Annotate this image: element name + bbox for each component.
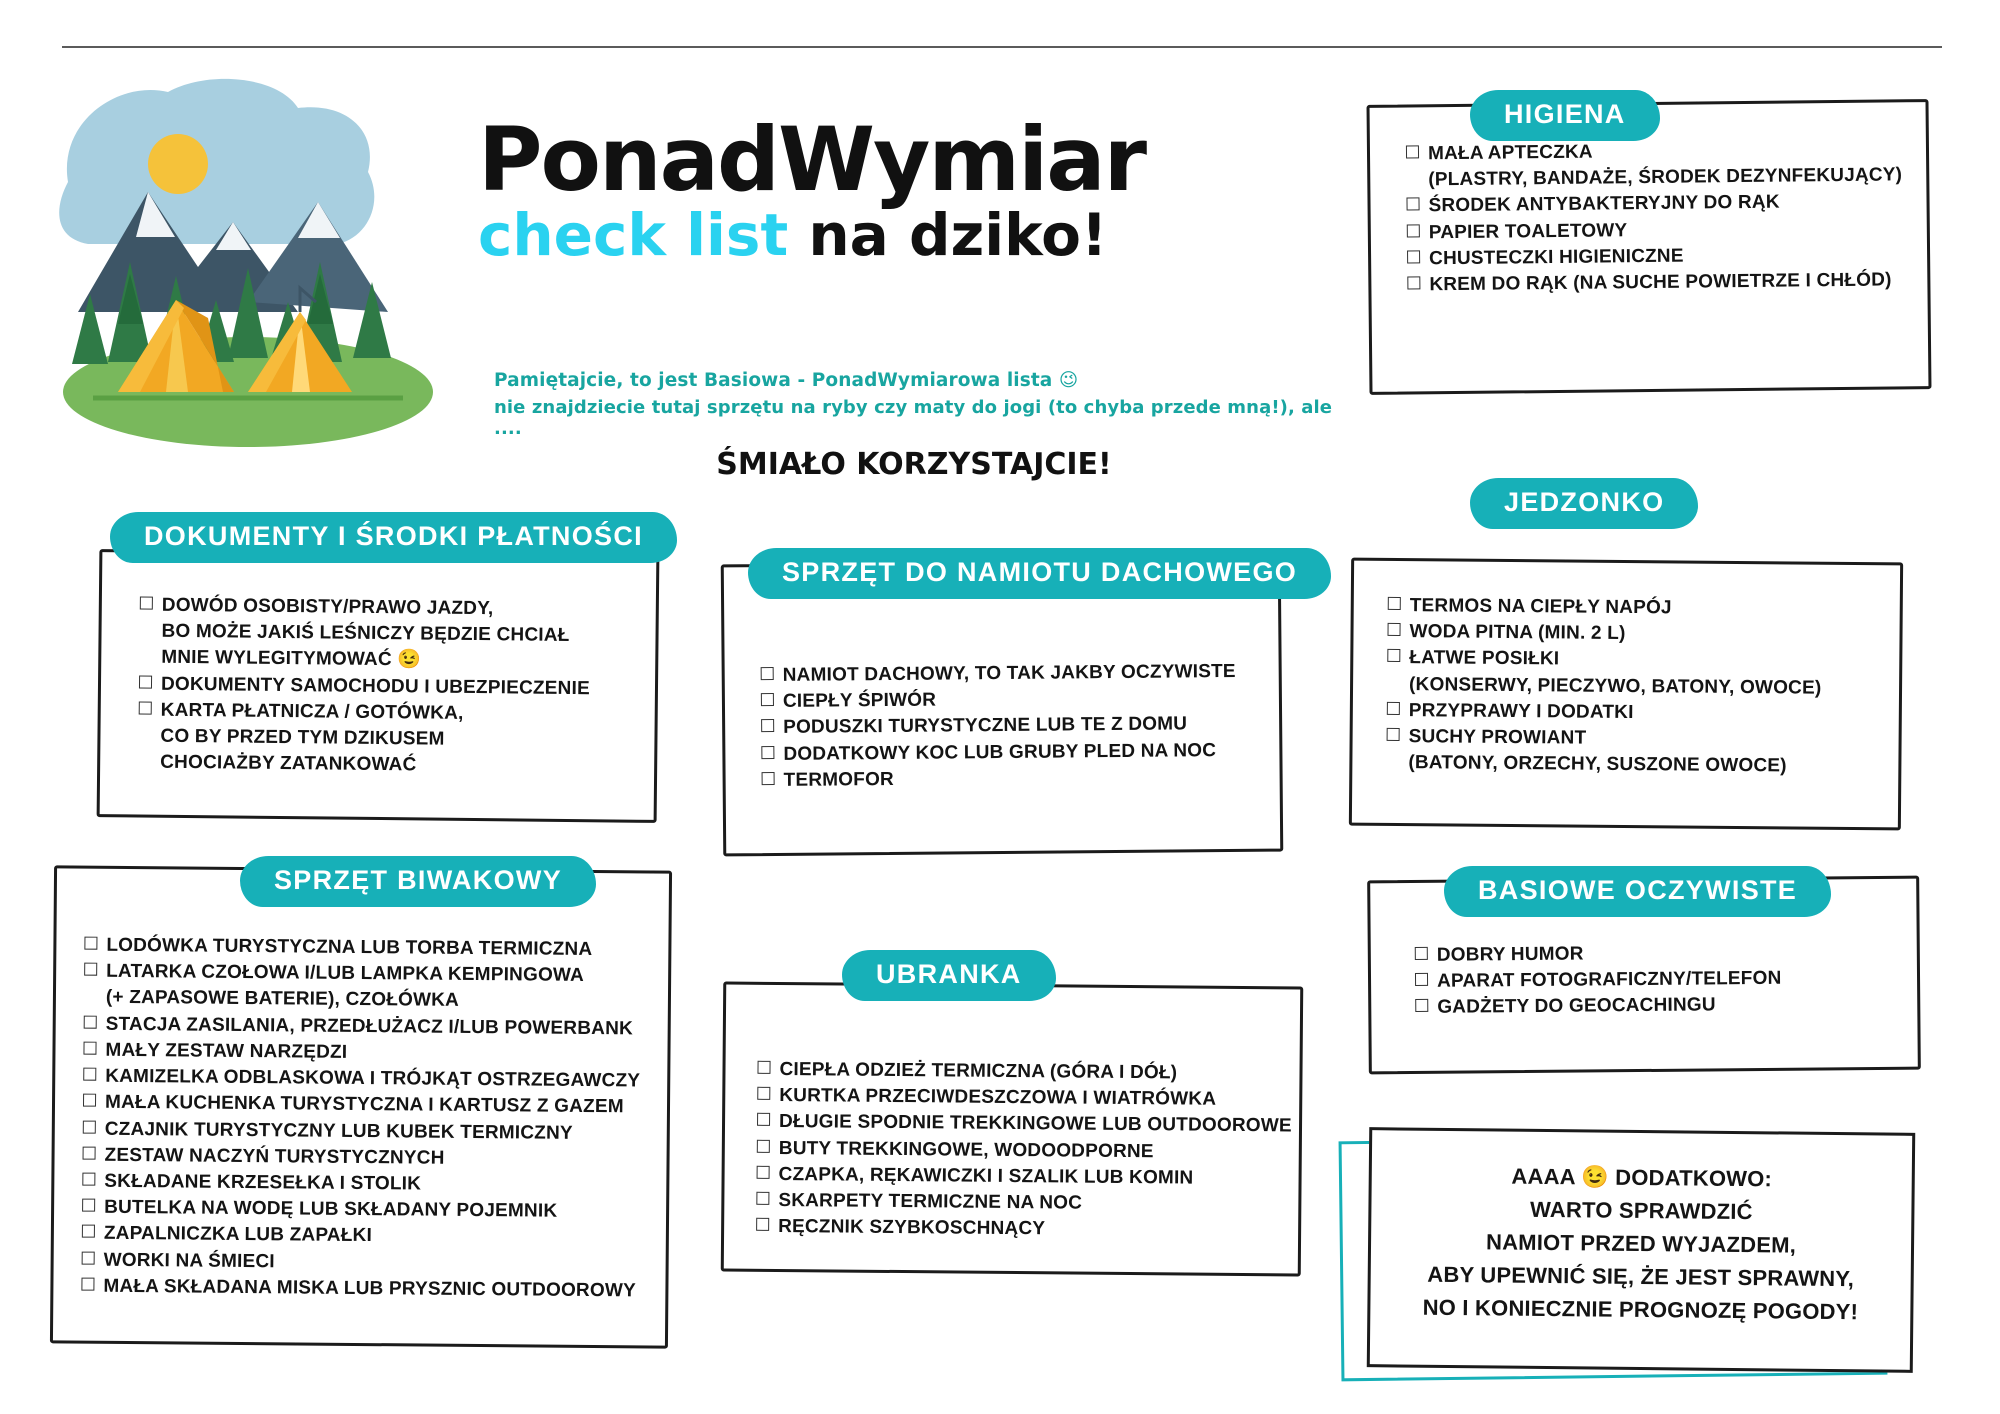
checkbox-icon[interactable] — [1387, 649, 1400, 662]
section-higiena — [1366, 99, 1931, 395]
checkbox-icon[interactable] — [757, 1139, 770, 1152]
checklist-item-label: CHUSTECZKI HIGIENICZNE — [1429, 245, 1684, 270]
camping-illustration — [48, 62, 448, 452]
biwakowy-title: SPRZĘT BIWAKOWY — [240, 856, 596, 907]
checkbox-icon[interactable] — [761, 693, 774, 706]
checkbox-icon[interactable] — [84, 1015, 97, 1028]
biwakowy-list — [53, 868, 669, 1304]
checkbox-icon[interactable] — [757, 1087, 770, 1100]
checkbox-icon[interactable] — [757, 1061, 770, 1074]
checklist-item-label: DOWÓD OSOBISTY/PRAWO JAZDY, — [161, 594, 494, 620]
checklist-item-label: DODATKOWY KOC LUB GRUBY PLED NA NOC — [783, 739, 1217, 765]
checkbox-icon[interactable] — [756, 1192, 769, 1205]
checklist-item[interactable] — [81, 1273, 665, 1304]
checklist-item[interactable] — [139, 593, 656, 677]
section-jedzonko — [1349, 558, 1903, 831]
checklist-item[interactable] — [1407, 267, 1927, 299]
checklist-item[interactable] — [762, 763, 1280, 794]
checklist-item-label: PODUSZKI TURYSTYCZNE LUB TE Z DOMU — [783, 713, 1188, 739]
checklist-item-label: TERMOS NA CIEPŁY NAPÓJ — [1409, 595, 1672, 619]
checklist-item[interactable] — [1387, 645, 1899, 702]
checkbox-icon[interactable] — [83, 1094, 96, 1107]
ubranka-list — [724, 985, 1300, 1246]
dokumenty-list — [100, 552, 656, 781]
checklist-item-label: DŁUGIE SPODNIE TREKKINGOWE LUB OUTDOOROWE — [778, 1111, 1292, 1137]
checklist-item-label: MAŁA APTECZKA — [1427, 141, 1593, 165]
section-biwakowy — [50, 865, 672, 1348]
section-ubranka — [721, 981, 1304, 1276]
checklist-item-label: GADŻETY DO GEOCACHINGU — [1437, 994, 1716, 1019]
section-dokumenty — [97, 549, 660, 823]
dodatkowo-black-frame — [1367, 1127, 1915, 1373]
checklist-item-label-cont: BO MOŻE JAKIŚ LEŚNICZY BĘDZIE CHCIAŁ — [161, 620, 570, 647]
checkbox-icon[interactable] — [761, 667, 774, 680]
dokumenty-title: DOKUMENTY I ŚRODKI PŁATNOŚCI — [110, 512, 677, 563]
checklist-item-label: WORKI NA ŚMIECI — [103, 1249, 275, 1272]
checklist-item-label: LATARKA CZOŁOWA I/LUB LAMPKA KEMPINGOWA — [106, 960, 585, 987]
checkbox-icon[interactable] — [82, 1199, 95, 1212]
checkbox-icon[interactable] — [82, 1173, 95, 1186]
page-title — [478, 108, 1298, 269]
checklist-item[interactable] — [756, 1214, 1298, 1245]
checkbox-icon[interactable] — [83, 1041, 96, 1054]
note-line-1: Pamiętajcie, to jest Basiowa - PonadWymiarowa lista 😉 — [494, 370, 1079, 391]
checkbox-icon[interactable] — [139, 701, 152, 714]
checklist-item-label: PAPIER TOALETOWY — [1428, 219, 1628, 243]
checklist-item[interactable] — [761, 737, 1279, 768]
checkbox-icon[interactable] — [1406, 198, 1419, 211]
checklist-item[interactable] — [1415, 991, 1917, 1022]
note-shout: ŚMIAŁO KORZYSTAJCIE! — [716, 447, 1112, 482]
checklist-item[interactable] — [84, 959, 668, 1017]
jedzonko-title: JEDZONKO — [1470, 478, 1698, 529]
checklist-item[interactable] — [761, 659, 1279, 690]
checkbox-icon[interactable] — [756, 1218, 769, 1231]
checklist-item-label-cont: CHOCIAŻBY ZATANKOWAĆ — [160, 752, 417, 776]
checkbox-icon[interactable] — [84, 963, 97, 976]
checkbox-icon[interactable] — [1388, 597, 1401, 610]
title-main: PonadWymiar — [478, 108, 1146, 211]
checklist-item-label: ŚRODEK ANTYBAKTERYJNY DO RĄK — [1428, 192, 1780, 217]
checklist-item-label: CZAJNIK TURYSTYCZNY LUB KUBEK TERMICZNY — [104, 1118, 573, 1144]
checklist-item-label: MAŁA SKŁADANA MISKA LUB PRYSZNIC OUTDOOROWY — [103, 1275, 636, 1302]
checkbox-icon[interactable] — [1407, 276, 1420, 289]
checklist-item-label: APARAT FOTOGRAFICZNY/TELEFON — [1436, 968, 1782, 993]
checklist-item-label: SUCHY PROWIANT — [1408, 726, 1587, 749]
top-divider — [62, 46, 1942, 48]
checkbox-icon[interactable] — [84, 937, 97, 950]
checklist-item-label: WODA PITNA (MIN. 2 L) — [1409, 621, 1626, 645]
checklist-item-label: CIEPŁA ODZIEŻ TERMICZNA (GÓRA I DÓŁ) — [779, 1058, 1178, 1084]
checkbox-icon[interactable] — [1415, 947, 1428, 960]
note-line-2: nie znajdziecie tutaj sprzętu na ryby czy maty do jogi (to chyba przede mną!), ale .... — [494, 397, 1333, 439]
checklist-item-label-cont: (KONSERWY, PIECZYWO, BATONY, OWOCE) — [1408, 673, 1822, 699]
checkbox-icon[interactable] — [1387, 702, 1400, 715]
checkbox-icon[interactable] — [761, 719, 774, 732]
intro-note — [494, 370, 1334, 488]
checklist-item-label: KREM DO RĄK (NA SUCHE POWIETRZE I CHŁÓD) — [1429, 269, 1892, 296]
checklist-item[interactable] — [1406, 136, 1927, 194]
basiowe-title: BASIOWE OCZYWISTE — [1444, 866, 1831, 917]
jedzonko-list — [1352, 561, 1900, 781]
checklist-item-label: STACJA ZASILANIA, PRZEDŁUŻACZ I/LUB POWERBANK — [105, 1013, 634, 1040]
title-sub-black: na dziko! — [788, 200, 1108, 269]
checkbox-icon[interactable] — [762, 772, 775, 785]
checklist-item[interactable] — [1386, 724, 1898, 781]
checkbox-icon[interactable] — [83, 1068, 96, 1081]
dodatkowo-text: AAAA 😉 DODATKOWO: WARTO SPRAWDZIĆ NAMIOT PRZED WYJAZDEM, ABY UPEWNIĆ SIĘ, ŻE JEST SPRAWNY, NO I KONIECZNIE PROGNOZĘ POGODY! — [1422, 1163, 1859, 1325]
checkbox-icon[interactable] — [1387, 728, 1400, 741]
section-namiot — [721, 560, 1284, 857]
checklist-item-label: LODÓWKA TURYSTYCZNA LUB TORBA TERMICZNA — [106, 934, 593, 961]
checklist-item-label-cont: (BATONY, ORZECHY, SUSZONE OWOCE) — [1408, 752, 1787, 777]
checklist-item-label: KAMIZELKA ODBLASKOWA I TRÓJKĄT OSTRZEGAWCZY — [105, 1065, 641, 1092]
checkbox-icon[interactable] — [140, 597, 153, 610]
checklist-item-label: KARTA PŁATNICZA / GOTÓWKA, — [160, 699, 464, 724]
checkbox-icon[interactable] — [139, 675, 152, 688]
checklist-item-label: TERMOFOR — [783, 768, 895, 791]
checkbox-icon[interactable] — [757, 1113, 770, 1126]
checklist-item-label: ŁATWE POSIŁKI — [1409, 647, 1560, 670]
ubranka-title: UBRANKA — [842, 950, 1056, 1001]
checklist-item-label-cont: CO BY PRZED TYM DZIKUSEM — [160, 725, 445, 750]
checklist-item-label: BUTELKA NA WODĘ LUB SKŁADANY POJEMNIK — [104, 1196, 558, 1222]
checkbox-icon[interactable] — [1406, 145, 1419, 158]
checkbox-icon[interactable] — [757, 1166, 770, 1179]
checklist-item-label: DOKUMENTY SAMOCHODU I UBEZPIECZENIE — [160, 673, 591, 699]
title-sub-cyan: check list — [478, 200, 789, 269]
checklist-item-label: NAMIOT DACHOWY, TO TAK JAKBY OCZYWISTE — [782, 660, 1236, 686]
checkbox-icon[interactable] — [1415, 999, 1428, 1012]
checklist-item-label-cont: MNIE WYLEGITYMOWAĆ 😉 — [161, 647, 422, 671]
checklist-item-label: ZESTAW NACZYŃ TURYSTYCZNYCH — [104, 1144, 445, 1169]
checklist-item-label: KURTKA PRZECIWDESZCZOWA I WIATRÓWKA — [779, 1085, 1217, 1110]
checklist-item-label: MAŁA KUCHENKA TURYSTYCZNA I KARTUSZ Z GAZEM — [104, 1092, 624, 1118]
checkbox-icon[interactable] — [1407, 224, 1420, 237]
checklist-item-label: MAŁY ZESTAW NARZĘDZI — [105, 1039, 348, 1063]
checkbox-icon[interactable] — [82, 1225, 95, 1238]
checkbox-icon[interactable] — [1407, 250, 1420, 263]
checklist-item-label-cont: (PLASTRY, BANDAŻE, ŚRODEK DEZYNFEKUJĄCY) — [1428, 164, 1903, 191]
checklist-item-label: SKARPETY TERMICZNE NA NOC — [778, 1190, 1083, 1214]
namiot-title: SPRZĘT DO NAMIOTU DACHOWEGO — [748, 548, 1331, 599]
title-sub — [478, 200, 1298, 269]
checkbox-icon[interactable] — [761, 746, 774, 759]
checkbox-icon[interactable] — [83, 1146, 96, 1159]
checklist-item-label: CZAPKA, RĘKAWICZKI I SZALIK LUB KOMIN — [778, 1163, 1194, 1189]
checklist-item-label: ZAPALNICZKA LUB ZAPAŁKI — [103, 1223, 373, 1247]
checkbox-icon[interactable] — [82, 1251, 95, 1264]
higiena-title: HIGIENA — [1470, 90, 1660, 141]
checklist-item-label-cont: (+ ZAPASOWE BATERIE), CZOŁÓWKA — [105, 987, 460, 1012]
checklist-item-label: SKŁADANE KRZESEŁKA I STOLIK — [104, 1170, 422, 1195]
section-dodatkowo — [1340, 1130, 1918, 1384]
checklist-item-label: DOBRY HUMOR — [1436, 943, 1584, 966]
checkbox-icon[interactable] — [1387, 623, 1400, 636]
checkbox-icon[interactable] — [83, 1120, 96, 1133]
checklist-item-label: PRZYPRAWY I DODATKI — [1408, 699, 1634, 723]
checkbox-icon[interactable] — [81, 1277, 94, 1290]
checklist-item-label: CIEPŁY ŚPIWÓR — [782, 689, 937, 713]
checkbox-icon[interactable] — [1415, 973, 1428, 986]
checklist-item-label: BUTY TREKKINGOWE, WODOODPORNE — [778, 1137, 1154, 1162]
checklist-item[interactable] — [138, 697, 655, 781]
checklist-item-label: RĘCZNIK SZYBKOSCHNĄCY — [778, 1216, 1046, 1240]
